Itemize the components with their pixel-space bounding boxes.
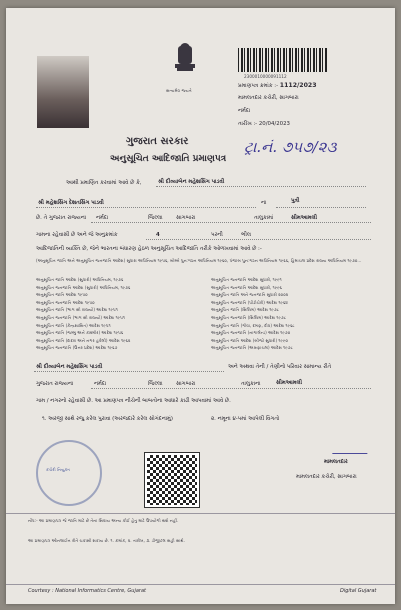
order-item: અનુસૂચિત જનજાતિ (ભાગ સી રાજ્યો) આદેશ ૧૯૫૧ — [36, 314, 125, 320]
order-list-right — [211, 276, 381, 352]
basis-item-1: ૧. અરજી સાથે રજુ કરેલ પુરાવા (અરજદારે કરેલ સોગંદનામું) — [42, 416, 173, 422]
issuing-office: મામલતદાર કચેરી, સાગબારા — [238, 95, 299, 101]
taluka-2: સાગબારા — [176, 381, 196, 387]
order-item: અનુસૂચિત જાતિ આદેશ (સુધારો) અધિનિયમ, ૧૯૭૬ — [36, 277, 124, 282]
courtesy-text: Courtesy : National Informatics Centre, Gujarat — [28, 588, 146, 594]
cert-subtitle: અનુસૂચિત આદિજાતિ પ્રમાણપત્ર — [110, 154, 227, 164]
line2-suffix: ના — [261, 200, 267, 206]
cert-number-label: પ્રમાણપત્ર ક્રમાંક :- — [238, 83, 279, 89]
basis-item-2: ૨. નમૂના ૪-૫માં આપેલી વિગતો — [211, 416, 280, 422]
order-item: અનુસૂચિત જાતિ (ગોવા, દમણ, દીવ) આદેશ ૧૯૬૮ — [211, 322, 295, 328]
certificate-paper — [6, 8, 395, 604]
tribe-line — [146, 239, 371, 240]
footer-note-1: નોંધ:- આ પ્રમાણપત્ર જે જાતિ માટે છે તેના સિવાય અન્ય કોઈ હેતુ માટે ઉપયોગી થશે નહીં. — [28, 518, 179, 523]
residence-state-prefix: ગુજરાત રાજ્યના — [36, 381, 74, 387]
order-item: અનુસૂચિત જાતિ આદેશ (બીજો સુધારો) ૧૯૯૦ — [211, 337, 288, 343]
tribe-name: ભીલ — [241, 232, 251, 238]
line4-prefix: ગામના રહેવાસી છે અને જે અનુક્રમાંક — [36, 232, 118, 238]
issuing-district: નર્મદા — [238, 108, 251, 114]
line3-prefix: છે. તે ગુજરાત રાજ્યના — [36, 215, 87, 221]
issue-date-label: તારીખ :- — [238, 121, 258, 127]
order-item: અનુસૂચિત જનજાતિ (પોંડીચેરી) આદેશ ૧૯૬૪ — [211, 299, 288, 305]
office-stamp — [36, 440, 102, 506]
order-item: અનુસૂચિત જનજાતિ (ઉત્તર પ્રદેશ) આદેશ ૧૯૬૭ — [36, 345, 118, 351]
holder-photo — [37, 56, 89, 128]
signatory-office: મામલતદાર કચેરી, સાગબારા — [296, 474, 357, 480]
issue-date: 20/04/2023 — [258, 121, 290, 127]
order-list-intro: (અનુસૂચિત જાતિ અને અનુસૂચિત જનજાતિ આદેશ) સુધારા અધિનિયમ ૧૯૫૬, બોમ્બે પુનઃગઠન અધિનિયમ ૧૯૬૦, પંજાબ પુનઃગઠન અધિનિયમ ૧૯૬૬, હિમાચલ પ્રદેશ રાજ્ય અધિનિયમ ૧૯૭૦... — [36, 258, 362, 263]
order-item: અનુસૂચિત જાતિ અને જનજાતિ સુધારો ૨૦૦૨ — [211, 292, 289, 298]
footer-bottom-divider — [6, 584, 395, 585]
body-line1-prefix: આથી પ્રમાણિત કરવામાં આવે છે કે, — [66, 180, 142, 186]
handwritten-reference: ટ્રા.નં. ૭૫૭/૨૩ — [244, 138, 337, 156]
issue-date-row — [238, 121, 290, 128]
holder-name: શ્રી દીવ્યાબેન મહેશસિંગ પાડવી — [158, 179, 225, 185]
footer-divider — [6, 513, 395, 514]
emblem-caption: સત્યમેવ જયતે — [166, 88, 192, 93]
cert-title: ગુજરાત સરકાર — [126, 136, 189, 147]
cert-number-row — [238, 82, 317, 90]
digital-gujarat-brand: Digital Gujarat — [340, 588, 377, 594]
village-2: સીમઆમલી — [276, 380, 302, 386]
footer-note-2: આ પ્રમાણપત્ર ઓનલાઈન રીતે ચકાસી શકાય છે. ૧. ક્રમાંક, ૨. તારીખ, ૩. ડીજીટલ સહી સાથે. — [28, 538, 185, 543]
verification-qr-code — [145, 453, 199, 507]
order-list-left — [36, 276, 206, 352]
order-item: અનુસૂચિત જાતિ (જમ્મુ અને કાશ્મીર) આદેશ ૧૯૫૬ — [36, 330, 124, 336]
district-1: નર્મદા — [96, 215, 109, 221]
order-item: અનુસૂચિત જાતિ (દાદરા અને નગર હવેલી) આદેશ ૧૯૬૨ — [36, 337, 131, 343]
signatory-title: મામલતદાર — [324, 459, 348, 465]
barcode — [238, 48, 328, 72]
order-item: અનુસૂચિત જનજાતિ (નાગાલેન્ડ) આદેશ ૧૯૭૦ — [211, 330, 291, 336]
taluka-label-1: તાલુકામાં — [254, 215, 274, 221]
taluka-1: સાગબારા — [176, 215, 196, 221]
order-item: અનુસૂચિત જનજાતિ (સિક્કિમ) આદેશ ૧૯૭૮ — [211, 314, 287, 320]
district-2: નર્મદા — [94, 381, 107, 387]
residence-suffix: અને અથવા તેની / તેણીનો પરિવાર સામાન્ય રીતે — [228, 364, 332, 370]
barcode-number: 2300010000091112 — [244, 74, 287, 79]
cert-number: 1112/2023 — [279, 82, 317, 89]
holder-name-line — [156, 186, 366, 187]
order-item: અનુસૂચિત જાતિ આદેશ ૧૯૫૦ — [36, 292, 88, 298]
father-name-line — [36, 207, 256, 208]
residence-line-2 — [91, 388, 371, 389]
relation-line — [276, 207, 366, 208]
order-item: અનુસૂચિત જાતિ (સિક્કિમ) આદેશ ૧૯૭૮ — [211, 307, 280, 313]
residence-end: ગામ / નગરનો રહેવાસી છે. આ પ્રમાણપત્ર નીચેની બાબતોના આધારે કાઢી આપવામાં આવે છે. — [36, 398, 231, 404]
body-line5: આદિજાતિની વ્યક્તિ છે, જેને ભારતના બંધારણ હેઠળ અનુસૂચિત આદિજાતિ તરીકે ઓળખવામાં આવે છે :- — [36, 246, 262, 252]
district-label-2: જિલ્લા — [148, 381, 163, 387]
officer-signature — [332, 433, 375, 454]
serial-number: 4 — [156, 232, 160, 238]
stamp-text: કચેરી નિયુક્ત — [46, 467, 70, 472]
village-1: સીમઆમલી — [291, 215, 317, 221]
residence-line-1 — [91, 222, 371, 223]
district-label-1: જિલ્લા — [148, 215, 163, 221]
taluka-label-2: તાલુકાના — [241, 381, 261, 387]
national-emblem-icon — [169, 42, 201, 84]
order-item: અનુસૂચિત જનજાતિ આદેશ (સુધારો) અધિનિયમ, ૧૯૭૬ — [36, 284, 131, 290]
order-item: અનુસૂચિત જનજાતિ આદેશ સુધારો, ૧૯૯૧ — [211, 277, 282, 282]
residence-holder-line — [34, 371, 224, 372]
relation: પુત્રી — [291, 198, 300, 204]
residence-holder-name: શ્રી દીવ્યાબેન મહેશસિંગ પાડવી — [36, 364, 103, 370]
order-item: અનુસૂચિત જાતિ (ભાગ સી રાજ્યો) આદેશ ૧૯૫૧ — [36, 307, 118, 313]
order-item: અનુસૂચિત જાતિ (કેન્દ્રશાસિત) આદેશ ૧૯૫૧ — [36, 322, 111, 328]
father-name: શ્રી મહેશસિંગ દેશતસિંગ પાડવી — [38, 200, 104, 206]
tribe-label: પરની — [211, 232, 223, 238]
order-item: અનુસૂચિત જનજાતિ આદેશ ૧૯૫૦ — [36, 299, 95, 305]
order-item: અનુસૂચિત જનજાતિ (અરુણાચલ) આદેશ ૧૯૭૮ — [211, 345, 293, 351]
order-item: અનુસૂચિત જનજાતિ આદેશ સુધારો, ૧૯૯૬ — [211, 284, 283, 290]
